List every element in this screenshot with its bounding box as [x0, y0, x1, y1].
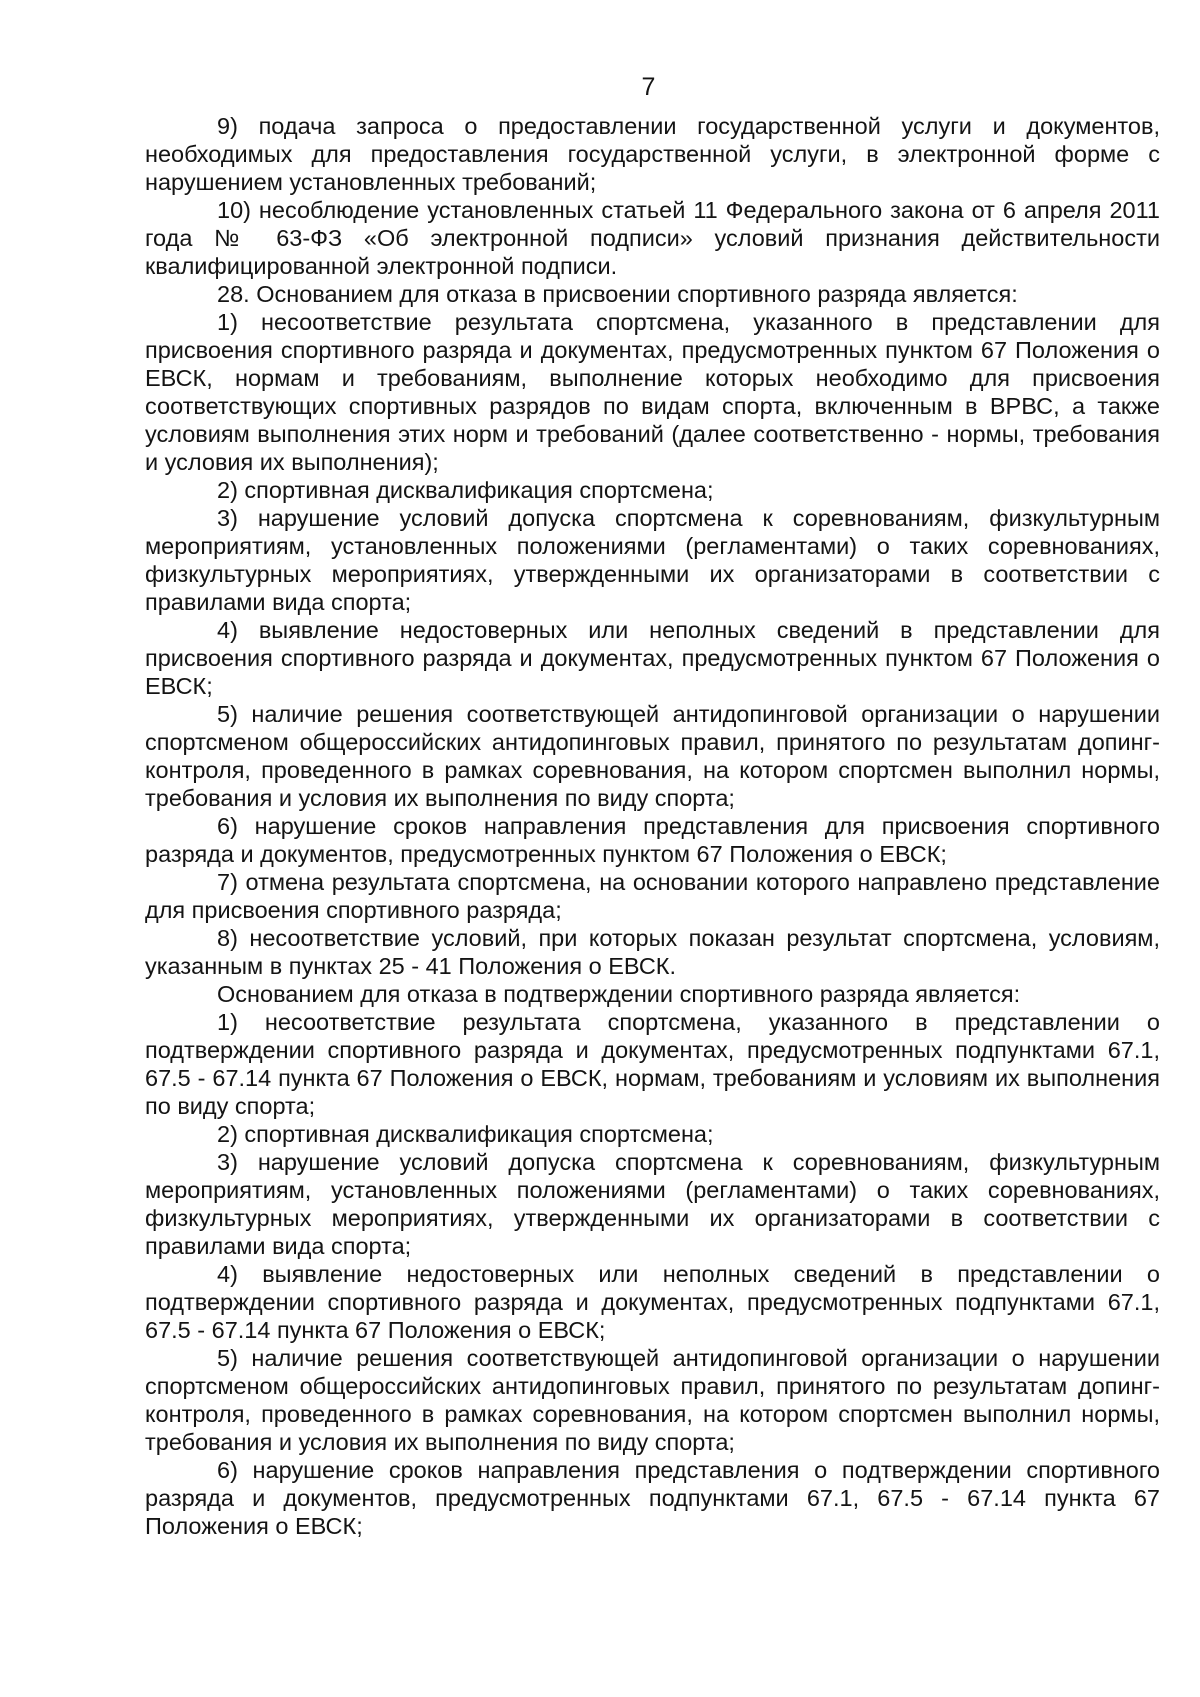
paragraph-item-10: 10) несоблюдение установленных статьей 11 Федерального закона от 6 апреля 2011 года № 63-ФЗ «Об электронной подписи» условий признания действительности квалифицированной электронной подписи.	[145, 197, 1160, 279]
refusal-confirm-item-3: 3) нарушение условий допуска спортсмена к соревнованиям, физкультурным мероприятиям, установленных положениями (регламентами) о таких соревнованиях, физкультурных мероприятиях, утвержденными их организаторами в соответствии с правилами вида спорта;	[145, 1149, 1160, 1259]
refusal-assign-item-8: 8) несоответствие условий, при которых показан результат спортсмена, условиям, указанным в пунктах 25 - 41 Положения о ЕВСК.	[145, 925, 1160, 979]
section-28-heading: 28. Основанием для отказа в присвоении спортивного разряда является:	[217, 281, 1018, 307]
paragraph-item-9: 9) подача запроса о предоставлении государственной услуги и документов, необходимых для предоставления государственной услуги, в электронной форме с нарушением установленных требований;	[145, 113, 1160, 195]
refusal-assign-item-5: 5) наличие решения соответствующей антидопинговой организации о нарушении спортсменом общероссийских антидопинговых правил, принятого по результатам допинг-контроля, проведенного в рамках соревнования, на котором спортсмен выполнил нормы, требования и условия их выполнения по виду спорта;	[145, 701, 1160, 811]
page-number: 7	[641, 73, 656, 101]
refusal-assign-item-6: 6) нарушение сроков направления представления для присвоения спортивного разряда и документов, предусмотренных пунктом 67 Положения о ЕВСК;	[145, 813, 1160, 867]
refusal-confirm-item-1: 1) несоответствие результата спортсмена, указанного в представлении о подтверждении спортивного разряда и документах, предусмотренных подпунктами 67.1, 67.5 - 67.14 пункта 67 Положения о ЕВСК, нормам, требованиям и условиям их выполнения по виду спорта;	[145, 1009, 1160, 1119]
refusal-assign-item-2: 2) спортивная дисквалификация спортсмена;	[217, 477, 714, 503]
refusal-confirm-item-6: 6) нарушение сроков направления представления о подтверждении спортивного разряда и документов, предусмотренных подпунктами 67.1, 67.5 - 67.14 пункта 67 Положения о ЕВСК;	[145, 1457, 1160, 1539]
refusal-confirm-heading: Основанием для отказа в подтверждении спортивного разряда является:	[217, 981, 1021, 1007]
refusal-confirm-item-5: 5) наличие решения соответствующей антидопинговой организации о нарушении спортсменом общероссийских антидопинговых правил, принятого по результатам допинг-контроля, проведенного в рамках соревнования, на котором спортсмен выполнил нормы, требования и условия их выполнения по виду спорта;	[145, 1345, 1160, 1455]
refusal-assign-item-7: 7) отмена результата спортсмена, на основании которого направлено представление для присвоения спортивного разряда;	[145, 869, 1160, 923]
refusal-confirm-item-2: 2) спортивная дисквалификация спортсмена;	[217, 1121, 714, 1147]
document-body	[145, 112, 1160, 1540]
refusal-confirm-item-4: 4) выявление недостоверных или неполных сведений в представлении о подтверждении спортивного разряда и документах, предусмотренных подпунктами 67.1, 67.5 - 67.14 пункта 67 Положения о ЕВСК;	[145, 1261, 1160, 1343]
refusal-assign-item-4: 4) выявление недостоверных или неполных сведений в представлении для присвоения спортивного разряда и документах, предусмотренных пунктом 67 Положения о ЕВСК;	[145, 617, 1160, 699]
refusal-assign-item-1: 1) несоответствие результата спортсмена, указанного в представлении для присвоения спортивного разряда и документах, предусмотренных пунктом 67 Положения о ЕВСК, нормам и требованиям, выполнение которых необходимо для присвоения соответствующих спортивных разрядов по видам спорта, включенным в ВРВС, а также условиям выполнения этих норм и требований (далее соответственно - нормы, требования и условия их выполнения);	[145, 309, 1160, 475]
refusal-assign-item-3: 3) нарушение условий допуска спортсмена к соревнованиям, физкультурным мероприятиям, установленных положениями (регламентами) о таких соревнованиях, физкультурных мероприятиях, утвержденными их организаторами в соответствии с правилами вида спорта;	[145, 505, 1160, 615]
